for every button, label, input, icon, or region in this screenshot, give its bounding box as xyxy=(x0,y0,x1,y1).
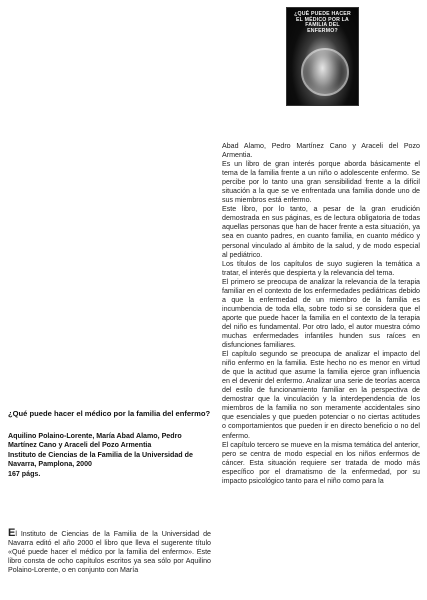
paragraph: Los títulos de los capítulos de suyo sugieren la temática a tratar, el interés que despierta y la relevancia del tema. xyxy=(222,259,420,277)
paragraph: El capítulo tercero se mueve en la misma temática del anterior, pero se centra de modo especial en los niños enfermos de cáncer. Esta situación requiere ser tratada de modo más específico por el dramatismo de la enfermedad, por su impacto psicológico tanto para el niño como para la xyxy=(222,440,420,485)
book-authors: Aquilino Polaino-Lorente, María Abad Alamo, Pedro Martínez Cano y Araceli del Pozo Armentia xyxy=(8,432,182,450)
book-cover-title: ¿QUÉ PUEDE HACER EL MÉDICO POR LA FAMILIA DEL ENFERMO? xyxy=(294,11,351,34)
paragraph: El capítulo segundo se preocupa de analizar el impacto del niño enfermo en la familia. Este hecho no es menor en virtud de que la actitud que asume la familia ejerce gran influencia en el devenir del enfermo. Analizar una serie de teorías acerca del estilo de funcionamiento familiar en la perspectiva de demostrar que la vinculación y la interdependencia de los miembros de la familia no son meramente accidentales sino que esenciales y que pueden potenciar o no ciertas actitudes o comportamientos que pueden ir en directo beneficio o no del enfermo. xyxy=(222,350,420,440)
paragraph: Este libro, por lo tanto, a pesar de la gran erudición demostrada en sus páginas, es de lectura obligatoria de todas aquellas personas que han de hacer frente a esta situación, ya sea en cuanto padres, en cuanto familia, en cuanto médico y personal vinculado al ámbito de la salud, y de modo especial al pediátrico. xyxy=(222,205,420,259)
bibliographic-info xyxy=(8,432,211,479)
paragraph: El primero se preocupa de analizar la relevancia de la terapia familiar en el contexto de los enfermedades pediátricas debido a que la enfermedad de un miembro de la familia es incumbencia de toda ella, sobre todo si se considera que el aporte que puede hacer la familia en el contexto de la terapia del niño es fundamental. Por otro lado, el autor muestra cómo muchas enfermedades infantiles hunden sus raíces en disfunciones familiares. xyxy=(222,277,420,350)
book-cover-ring-graphic xyxy=(301,48,349,96)
paragraph: Es un libro de gran interés porque aborda básicamente el tema de la familia frente a un niño o adolescente enfermo. Se percibe por lo tanto una gran sensibilidad frente a la difícil situación a la que se ve enfrentada una familia donde uno de sus miembros está enfermo. xyxy=(222,160,420,205)
intro-body: l Instituto de Ciencias de la Familia de la Universidad de Navarra editó el año 2000 el libro que lleva el sugerente título «Qué puede hacer el médico por la familia del enfermo». Este libro consta de ocho capítulos escritos ya sea sólo por Aquilino Polaino-Lorente, o en conjunto con María xyxy=(8,530,211,575)
book-cover-image xyxy=(286,7,359,106)
right-column-text xyxy=(222,142,420,486)
book-pages: 167 págs. xyxy=(8,469,41,478)
intro-paragraph xyxy=(8,529,211,575)
paragraph: Abad Alamo, Pedro Martínez Cano y Araceli del Pozo Armentia. xyxy=(222,142,420,160)
dropcap: E xyxy=(8,527,16,539)
review-title: ¿Qué puede hacer el médico por la familia del enfermo? xyxy=(8,409,211,418)
book-publisher: Instituto de Ciencias de la Familia de la Universidad de Navarra, Pamplona, 2000 xyxy=(8,450,193,469)
intro-text xyxy=(8,529,211,575)
